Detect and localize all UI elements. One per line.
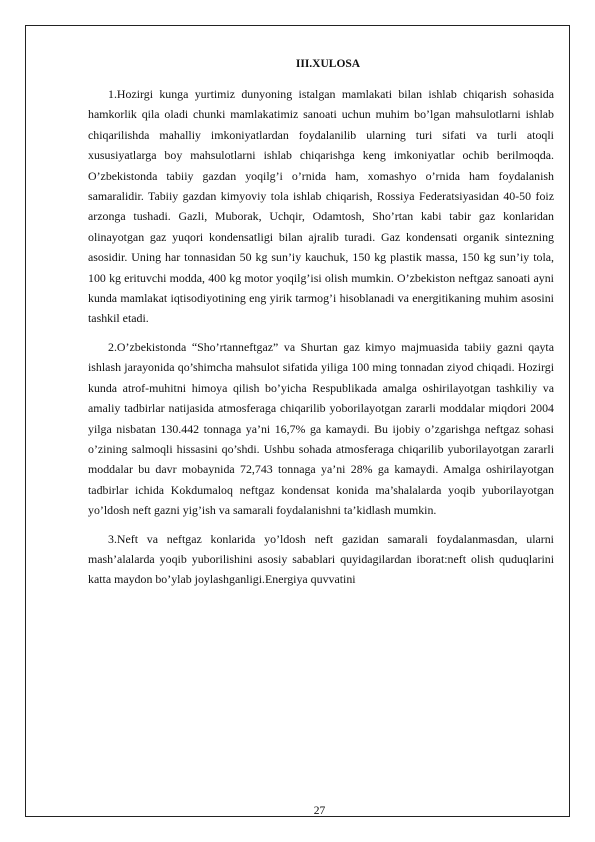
page-number: 27 [313,805,326,817]
document-body [88,56,554,598]
paragraph-2: 2.O’zbekistonda “Sho’rtanneftgaz” va Shurtan gaz kimyo majmuasida tabiiy gazni qayta ishlash jarayonida qo’shimcha mahsulot sifatida yiliga 100 ming tonnadan ziyod chiqadi. Hozirgi kunda atrof-muhitni himoya qilish bo’yicha Respublikada amalga oshirilayotgan tashkiliy va amaliy tadbirlar natijasida atmosferaga chiqarilib yoborilayotgan zararli moddalar miqdori 2004 yilga nisbatan 130.442 tonnaga ya’ni 16,7% ga kamaydi. Bu ijobiy o’zgarishga neftgaz sohasi o’zining salmoqli hissasini qo’shdi. Ushbu sohada atmosferaga chiqarilib yuborilayotgan zararli moddalar bu davr mobaynida 72,743 tonnaga ya’ni 28% ga kamaydi. Amalga oshirilayotgan tadbirlar ichida Kokdumaloq neftgaz kondensat konida ma’shalalarda yoqib yuborilayotgan yo’ldosh neft gazni yig’ish va samarali foydalanishni ta’kidlash mumkin. [88,339,554,518]
paragraph-3: 3.Neft va neftgaz konlarida yo’ldosh neft gazidan samarali foydalanmasdan, ularni mash’alalarda yoqib yuborilishini asosiy sabablari quyidagilardan iborat:neft olish quduqlarini katta maydon bo’ylab joylashganligi.Energiya quvvatini [88,531,554,587]
paragraph-1: 1.Hozirgi kunga yurtimiz dunyoning istalgan mamlakati bilan ishlab chiqarish sohasida hamkorlik qila oladi chunki mamlakatimiz sanoati uchun muhim bo’lgan mahsulotlarni ishlab chiqarilishda mahalliy imkoniyatlardan foydalanilib ularning turi sifati va turli atoqli xususiyatlarga boy mahsulotlarni ishlab chiqarishga keng imkoniyatlar ochib berilmoqda. O’zbekistonda tabiiy gazdan yoqilg’i o’rnida ham, xomashyo o’rnida ham foydalanish samaralidir. Tabiiy gazdan kimyoviy tola ishlab chiqarish, Rossiya Federatsiyasidan 40-50 foiz arzonga tushadi. Gazli, Muborak, Uchqir, Odamtosh, Sho’rtan kabi tabir gaz konlaridan olinayotgan gaz yuqori kondensatligi bilan ajralib turadi. Gaz kondensati organik sintezning asosidir. Uning har tonnasidan 50 kg sun’iy kauchuk, 150 kg plastik massa, 150 kg sun’iy tola, 100 kg erituvchi modda, 400 kg motor yoqilg’isi olish mumkin. O’zbekiston neftgaz sanoati ayni kunda mamlakat iqtisodiyotining eng yirik tarmog’i hisoblanadi va energitikaning muhim asosini tashkil etadi. [88,87,554,326]
section-heading: III.XULOSA [295,58,361,70]
